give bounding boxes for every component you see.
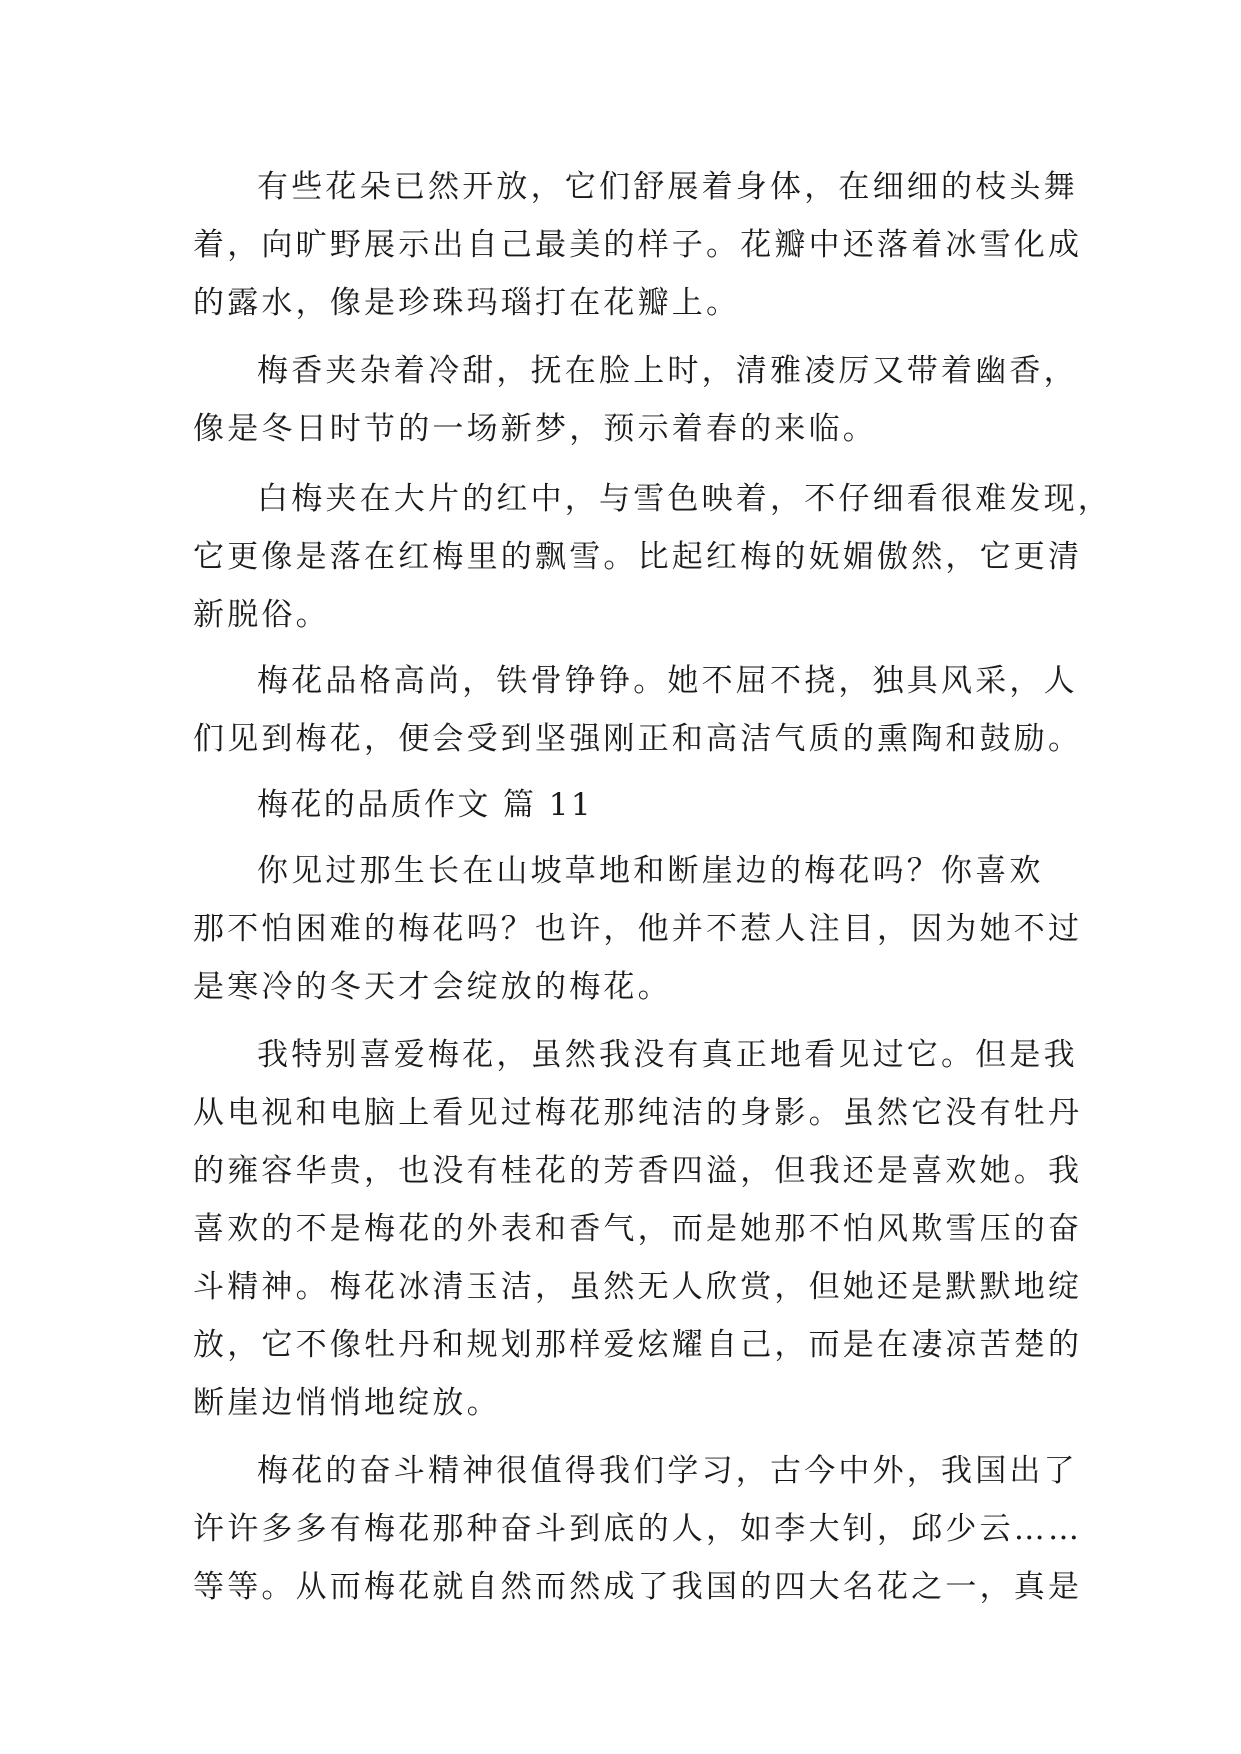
paragraph-6-line-1: 我特别喜爱梅花，虽然我没有真正地看见过它。但是我	[257, 1037, 1078, 1073]
section-heading: 梅花的品质作文 篇 11	[257, 787, 593, 823]
paragraph-1-line-1: 有些花朵已然开放，它们舒展着身体，在细细的枝头舞	[257, 169, 1078, 205]
paragraph-4-line-1: 梅花品格高尚，铁骨铮铮。她不屈不挠，独具风采，人	[257, 663, 1078, 699]
paragraph-1-line-3: 的露水，像是珍珠玛瑙打在花瓣上。	[193, 285, 741, 321]
paragraph-6-line-5: 斗精神。梅花冰清玉洁，虽然无人欣赏，但她还是默默地绽	[193, 1269, 1083, 1305]
paragraph-3-line-1: 白梅夹在大片的红中，与雪色映着，不仔细看很难发现，	[257, 481, 1112, 517]
paragraph-6-line-4: 喜欢的不是梅花的外表和香气，而是她那不怕风欺雪压的奋	[193, 1211, 1083, 1247]
paragraph-6-line-3: 的雍容华贵，也没有桂花的芳香四溢，但我还是喜欢她。我	[193, 1153, 1083, 1189]
paragraph-2-line-2: 像是冬日时节的一场新梦，预示着春的来临。	[193, 411, 877, 447]
paragraph-7-line-3: 等等。从而梅花就自然而然成了我国的四大名花之一，真是	[193, 1569, 1083, 1605]
paragraph-5-line-3: 是寒冷的冬天才会绽放的梅花。	[193, 969, 672, 1005]
paragraph-6-line-7: 断崖边悄悄地绽放。	[193, 1385, 501, 1421]
paragraph-4-line-2: 们见到梅花，便会受到坚强刚正和高洁气质的熏陶和鼓励。	[193, 721, 1083, 757]
paragraph-7-line-2: 许许多多有梅花那种奋斗到底的人，如李大钊，邱少云……	[193, 1511, 1083, 1547]
paragraph-7-line-1: 梅花的奋斗精神很值得我们学习，古今中外，我国出了	[257, 1453, 1078, 1489]
paragraph-6-line-2: 从电视和电脑上看见过梅花那纯洁的身影。虽然它没有牡丹	[193, 1095, 1083, 1131]
paragraph-5-line-1: 你见过那生长在山坡草地和断崖边的梅花吗？你喜欢	[257, 853, 1044, 889]
paragraph-3-line-3: 新脱俗。	[193, 597, 330, 633]
paragraph-1-line-2: 着，向旷野展示出自己最美的样子。花瓣中还落着冰雪化成	[193, 227, 1083, 263]
paragraph-6-line-6: 放，它不像牡丹和规划那样爱炫耀自己，而是在凄凉苦楚的	[193, 1327, 1083, 1363]
paragraph-3-line-2: 它更像是落在红梅里的飘雪。比起红梅的妩媚傲然，它更清	[193, 539, 1083, 575]
paragraph-5-line-2: 那不怕困难的梅花吗？也许，他并不惹人注目，因为她不过	[193, 911, 1083, 947]
paragraph-2-line-1: 梅香夹杂着冷甜，抚在脸上时，清雅凌厉又带着幽香，	[257, 353, 1078, 389]
